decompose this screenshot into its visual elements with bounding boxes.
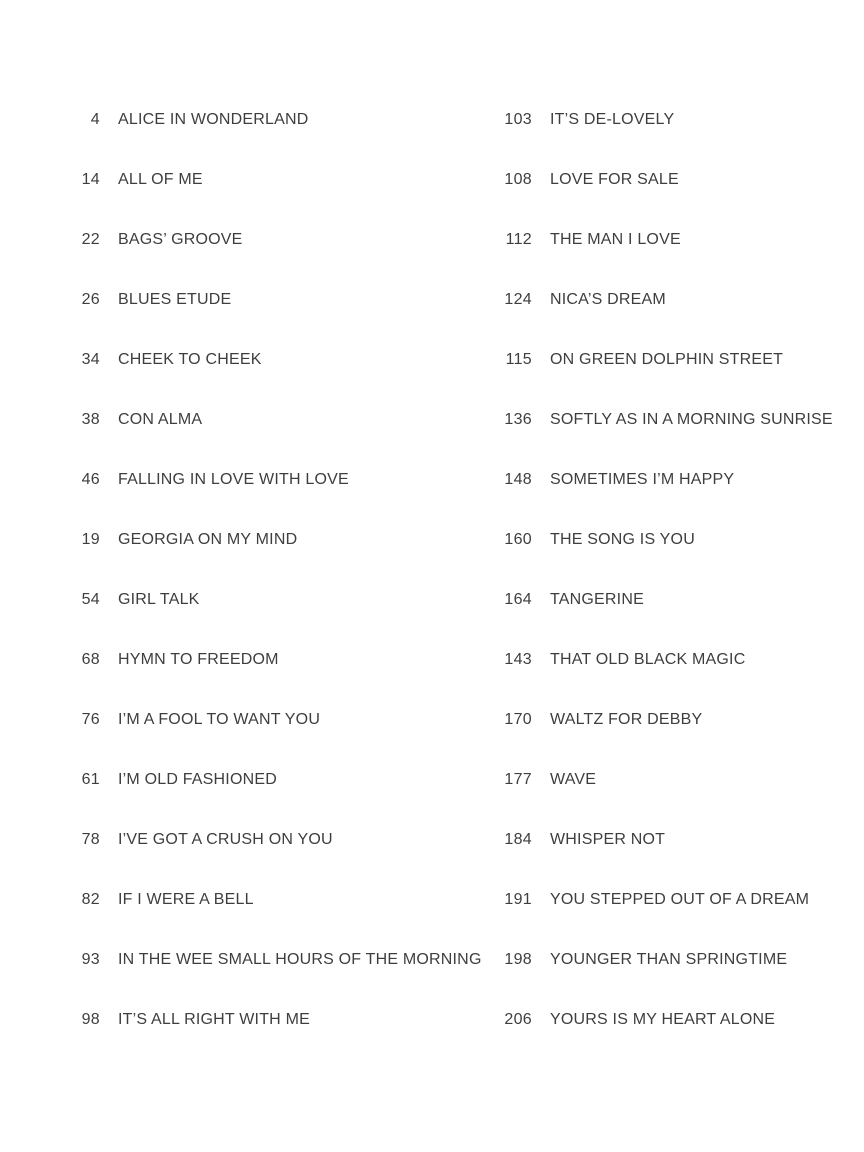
toc-entry (432, 690, 864, 750)
song-title: YOURS IS MY HEART ALONE (550, 1011, 776, 1028)
song-title: ALICE IN WONDERLAND (118, 111, 309, 128)
song-title: THE MAN I LOVE (550, 231, 681, 248)
song-title: IN THE WEE SMALL HOURS OF THE MORNING (118, 951, 482, 968)
toc-entry (0, 510, 500, 570)
song-title: I’M A FOOL TO WANT YOU (118, 711, 321, 728)
song-title: YOU STEPPED OUT OF A DREAM (550, 891, 810, 908)
toc-entry (0, 330, 500, 390)
song-title: CON ALMA (118, 411, 203, 428)
page-number: 78 (81, 831, 100, 848)
song-title: LOVE FOR SALE (550, 171, 679, 188)
toc-entry (0, 270, 500, 330)
page-number: 143 (504, 651, 532, 668)
page-number: 98 (81, 1011, 100, 1028)
page-number: 68 (81, 651, 100, 668)
toc-entry (432, 570, 864, 630)
toc-entry (432, 870, 864, 930)
page-number: 4 (90, 111, 100, 128)
toc-entry (0, 570, 500, 630)
song-title: SOFTLY AS IN A MORNING SUNRISE (550, 411, 833, 428)
song-title: SOMETIMES I’M HAPPY (550, 471, 735, 488)
page-number: 46 (81, 471, 100, 488)
toc-entry (432, 810, 864, 870)
page-number: 124 (504, 291, 532, 308)
page-number: 160 (504, 531, 532, 548)
toc-entry (432, 930, 864, 990)
song-title: I’VE GOT A CRUSH ON YOU (118, 831, 333, 848)
song-title: I’M OLD FASHIONED (118, 771, 277, 788)
page-number: 61 (81, 771, 100, 788)
song-title: BLUES ETUDE (118, 291, 232, 308)
toc-entry (432, 210, 864, 270)
toc-entry (432, 330, 864, 390)
toc-entry (432, 630, 864, 690)
page-number: 38 (81, 411, 100, 428)
page-number: 170 (504, 711, 532, 728)
toc-entry (0, 450, 500, 510)
toc-entry (0, 810, 500, 870)
page-number: 22 (81, 231, 100, 248)
page-number: 14 (81, 171, 100, 188)
toc-entry (432, 150, 864, 210)
song-title: GIRL TALK (118, 591, 200, 608)
song-title: YOUNGER THAN SPRINGTIME (550, 951, 788, 968)
page-number: 115 (505, 351, 532, 368)
toc-entry (0, 750, 500, 810)
toc-column-left (0, 90, 500, 1050)
toc-entry (432, 990, 864, 1050)
song-title: CHEEK TO CHEEK (118, 351, 262, 368)
toc-entry (432, 390, 864, 450)
toc-entry (0, 390, 500, 450)
page-number: 19 (81, 531, 100, 548)
toc-entry (0, 150, 500, 210)
page-number: 191 (504, 891, 532, 908)
toc-entry (0, 930, 500, 990)
song-title: NICA’S DREAM (550, 291, 666, 308)
toc-entry (0, 90, 500, 150)
toc-entry (432, 270, 864, 330)
page-number: 108 (504, 171, 532, 188)
toc-entry (0, 870, 500, 930)
song-title: WHISPER NOT (550, 831, 666, 848)
toc-entry (432, 510, 864, 570)
page-number: 206 (504, 1011, 532, 1028)
song-title: WALTZ FOR DEBBY (550, 711, 703, 728)
page-number: 54 (81, 591, 100, 608)
page-number: 136 (504, 411, 532, 428)
toc-entry (0, 630, 500, 690)
page-number: 103 (504, 111, 532, 128)
song-title: TANGERINE (550, 591, 644, 608)
page-number: 148 (504, 471, 532, 488)
song-title: GEORGIA ON MY MIND (118, 531, 298, 548)
page-number: 82 (81, 891, 100, 908)
page-number: 76 (81, 711, 100, 728)
song-title: WAVE (550, 771, 597, 788)
song-title: IF I WERE A BELL (118, 891, 254, 908)
toc-entry (0, 210, 500, 270)
toc-entry (0, 990, 500, 1050)
page-number: 164 (504, 591, 532, 608)
song-title: ON GREEN DOLPHIN STREET (550, 351, 784, 368)
song-title: FALLING IN LOVE WITH LOVE (118, 471, 349, 488)
page-number: 177 (504, 771, 532, 788)
song-title: THE SONG IS YOU (550, 531, 695, 548)
song-title: IT’S ALL RIGHT WITH ME (118, 1011, 310, 1028)
song-title: IT’S DE-LOVELY (550, 111, 675, 128)
song-title: HYMN TO FREEDOM (118, 651, 279, 668)
song-title: THAT OLD BLACK MAGIC (550, 651, 746, 668)
toc-entry (0, 690, 500, 750)
page-number: 112 (505, 231, 532, 248)
toc-column-right (432, 90, 864, 1050)
toc-entry (432, 750, 864, 810)
page-number: 26 (81, 291, 100, 308)
toc-entry (432, 450, 864, 510)
song-title: ALL OF ME (118, 171, 203, 188)
song-title: BAGS’ GROOVE (118, 231, 243, 248)
page-number: 34 (81, 351, 100, 368)
page-number: 184 (504, 831, 532, 848)
page-number: 93 (81, 951, 100, 968)
toc-entry (432, 90, 864, 150)
page-number: 198 (504, 951, 532, 968)
